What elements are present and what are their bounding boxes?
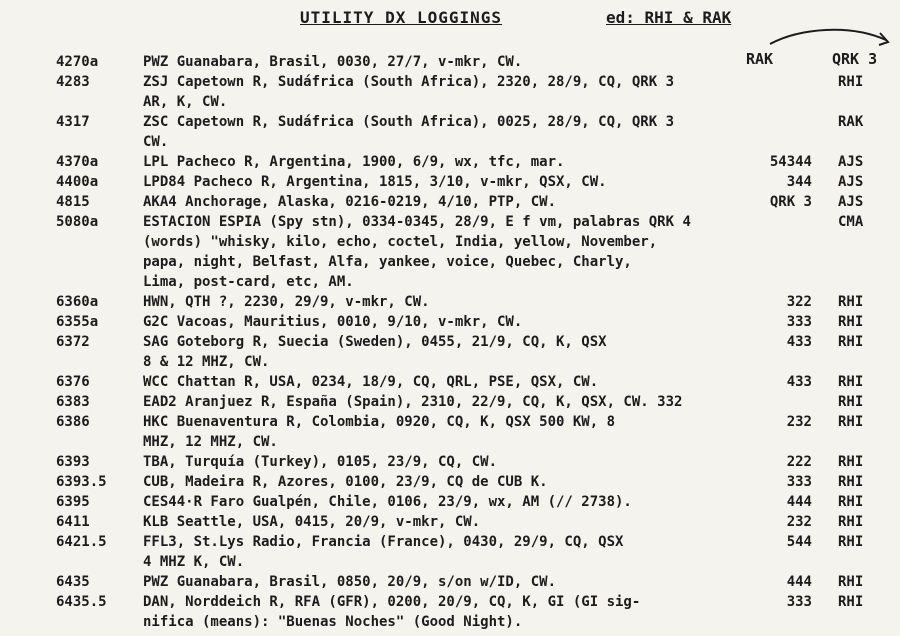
log-entry — [0, 112, 900, 132]
entry-text: WCC Chattan R, USA, 0234, 18/9, CQ, QRL, PSE, QSX, CW. — [143, 374, 599, 390]
entry-frequency: 6435 — [56, 574, 90, 590]
log-entry-continuation — [0, 432, 900, 452]
log-entry — [0, 52, 900, 72]
entry-text: ZSJ Capetown R, Sudáfrica (South Africa), 2320, 28/9, CQ, QRK 3 — [143, 74, 675, 90]
log-entry-continuation — [0, 612, 900, 632]
entry-editor: RHI — [838, 514, 864, 530]
editors-credit: ed: RHI & RAK — [606, 8, 732, 27]
entry-text: 8 & 12 MHZ, CW. — [143, 354, 270, 370]
entry-frequency: 6386 — [56, 414, 90, 430]
entry-report: 322 — [786, 294, 812, 310]
log-entry — [0, 532, 900, 552]
entry-report: 54344 — [769, 154, 812, 170]
entry-frequency: 6393 — [56, 454, 90, 470]
handwritten-note-qrk: QRK 3 — [832, 50, 878, 68]
entry-frequency: 6421.5 — [56, 534, 107, 550]
entry-editor: RHI — [838, 294, 864, 310]
entry-editor: RHI — [838, 574, 864, 590]
log-entry — [0, 452, 900, 472]
entry-editor: RHI — [838, 394, 864, 410]
entry-text: CUB, Madeira R, Azores, 0100, 23/9, CQ de CUB K. — [143, 474, 548, 490]
entry-frequency: 6372 — [56, 334, 90, 350]
log-entry — [0, 572, 900, 592]
entry-text: HWN, QTH ?, 2230, 29/9, v-mkr, CW. — [143, 294, 430, 310]
entry-text: CW. — [143, 134, 169, 150]
entry-report: 232 — [786, 514, 812, 530]
log-entry — [0, 212, 900, 232]
log-entry-continuation — [0, 272, 900, 292]
entry-text: PWZ Guanabara, Brasil, 0850, 20/9, s/on w/ID, CW. — [143, 574, 557, 590]
entry-text: ESTACION ESPIA (Spy stn), 0334-0345, 28/9, E f vm, palabras QRK 4 — [143, 214, 691, 230]
entry-report: 222 — [786, 454, 812, 470]
log-entry — [0, 392, 900, 412]
log-entry — [0, 412, 900, 432]
entry-report: 232 — [786, 414, 812, 430]
log-entry-continuation — [0, 92, 900, 112]
entry-text: HKC Buenaventura R, Colombia, 0920, CQ, K, QSX 500 KW, 8 — [143, 414, 616, 430]
entry-text: DAN, Norddeich R, RFA (GFR), 0200, 20/9, CQ, K, GI (GI sig- — [143, 594, 641, 610]
entry-editor: RHI — [838, 594, 864, 610]
entry-text: (words) "whisky, kilo, echo, coctel, India, yellow, November, — [143, 234, 658, 250]
log-entry — [0, 592, 900, 612]
entry-text: G2C Vacoas, Mauritius, 0010, 9/10, v-mkr, CW. — [143, 314, 523, 330]
log-entries — [0, 52, 900, 632]
entry-report: QRK 3 — [769, 194, 812, 210]
entry-text: LPD84 Pacheco R, Argentina, 1815, 3/10, v-mkr, QSX, CW. — [143, 174, 607, 190]
entry-frequency: 6435.5 — [56, 594, 107, 610]
entry-editor: AJS — [838, 174, 864, 190]
entry-frequency: 6395 — [56, 494, 90, 510]
log-entry — [0, 372, 900, 392]
entry-frequency: 4400a — [56, 174, 99, 190]
entry-report: 444 — [786, 494, 812, 510]
entry-editor: CMA — [838, 214, 864, 230]
entry-text: PWZ Guanabara, Brasil, 0030, 27/7, v-mkr, CW. — [143, 54, 523, 70]
entry-frequency: 4270a — [56, 54, 99, 70]
entry-report: 333 — [786, 594, 812, 610]
log-entry — [0, 332, 900, 352]
log-entry — [0, 312, 900, 332]
entry-report: 333 — [786, 474, 812, 490]
entry-text: FFL3, St.Lys Radio, Francia (France), 0430, 29/9, CQ, QSX — [143, 534, 624, 550]
entry-text: Lima, post-card, etc, AM. — [143, 274, 354, 290]
entry-frequency: 6411 — [56, 514, 90, 530]
entry-editor: AJS — [838, 194, 864, 210]
entry-editor: RHI — [838, 374, 864, 390]
entry-editor: RHI — [838, 74, 864, 90]
handwritten-note-rak: RAK — [746, 50, 774, 68]
log-entry-continuation — [0, 132, 900, 152]
entry-text: CES44·R Faro Gualpén, Chile, 0106, 23/9, wx, AM (// 2738). — [143, 494, 632, 510]
entry-report: 344 — [786, 174, 812, 190]
entry-text: nifica (means): "Buenas Noches" (Good Night). — [143, 614, 523, 630]
entry-editor: RHI — [838, 454, 864, 470]
entry-text: papa, night, Belfast, Alfa, yankee, voice, Quebec, Charly, — [143, 254, 632, 270]
page-title: UTILITY DX LOGGINGS — [300, 8, 503, 27]
log-entry — [0, 172, 900, 192]
entry-text: KLB Seattle, USA, 0415, 20/9, v-mkr, CW. — [143, 514, 481, 530]
entry-text: AKA4 Anchorage, Alaska, 0216-0219, 4/10, PTP, CW. — [143, 194, 557, 210]
entry-report: 444 — [786, 574, 812, 590]
entry-editor: RHI — [838, 334, 864, 350]
log-entry-continuation — [0, 552, 900, 572]
entry-editor: RHI — [838, 474, 864, 490]
entry-editor: RAK — [838, 114, 864, 130]
entry-frequency: 5080a — [56, 214, 99, 230]
log-entry — [0, 512, 900, 532]
entry-text: EAD2 Aranjuez R, España (Spain), 2310, 22/9, CQ, K, QSX, CW. 332 — [143, 394, 683, 410]
entry-frequency: 4283 — [56, 74, 90, 90]
log-entry — [0, 192, 900, 212]
entry-editor: AJS — [838, 154, 864, 170]
log-entry-continuation — [0, 232, 900, 252]
log-entry — [0, 292, 900, 312]
entry-report: 433 — [786, 374, 812, 390]
entry-editor: RHI — [838, 494, 864, 510]
entry-text: SAG Goteborg R, Suecia (Sweden), 0455, 21/9, CQ, K, QSX — [143, 334, 607, 350]
entry-editor: RHI — [838, 534, 864, 550]
log-entry — [0, 492, 900, 512]
log-entry — [0, 72, 900, 92]
log-entry-continuation — [0, 252, 900, 272]
entry-frequency: 6383 — [56, 394, 90, 410]
log-entry — [0, 152, 900, 172]
entry-report: 333 — [786, 314, 812, 330]
entry-frequency: 4815 — [56, 194, 90, 210]
log-entry — [0, 472, 900, 492]
entry-frequency: 6355a — [56, 314, 99, 330]
entry-text: AR, K, CW. — [143, 94, 228, 110]
entry-report: 433 — [786, 334, 812, 350]
entry-frequency: 6393.5 — [56, 474, 107, 490]
entry-frequency: 6360a — [56, 294, 99, 310]
entry-frequency: 4370a — [56, 154, 99, 170]
entry-frequency: 4317 — [56, 114, 90, 130]
entry-editor: RHI — [838, 414, 864, 430]
entry-text: ZSC Capetown R, Sudáfrica (South Africa), 0025, 28/9, CQ, QRK 3 — [143, 114, 675, 130]
log-entry-continuation — [0, 352, 900, 372]
entry-text: LPL Pacheco R, Argentina, 1900, 6/9, wx, tfc, mar. — [143, 154, 565, 170]
entry-text: 4 MHZ K, CW. — [143, 554, 245, 570]
entry-frequency: 6376 — [56, 374, 90, 390]
entry-report: 544 — [786, 534, 812, 550]
entry-editor: RHI — [838, 314, 864, 330]
entry-text: TBA, Turquía (Turkey), 0105, 23/9, CQ, CW. — [143, 454, 498, 470]
entry-text: MHZ, 12 MHZ, CW. — [143, 434, 278, 450]
